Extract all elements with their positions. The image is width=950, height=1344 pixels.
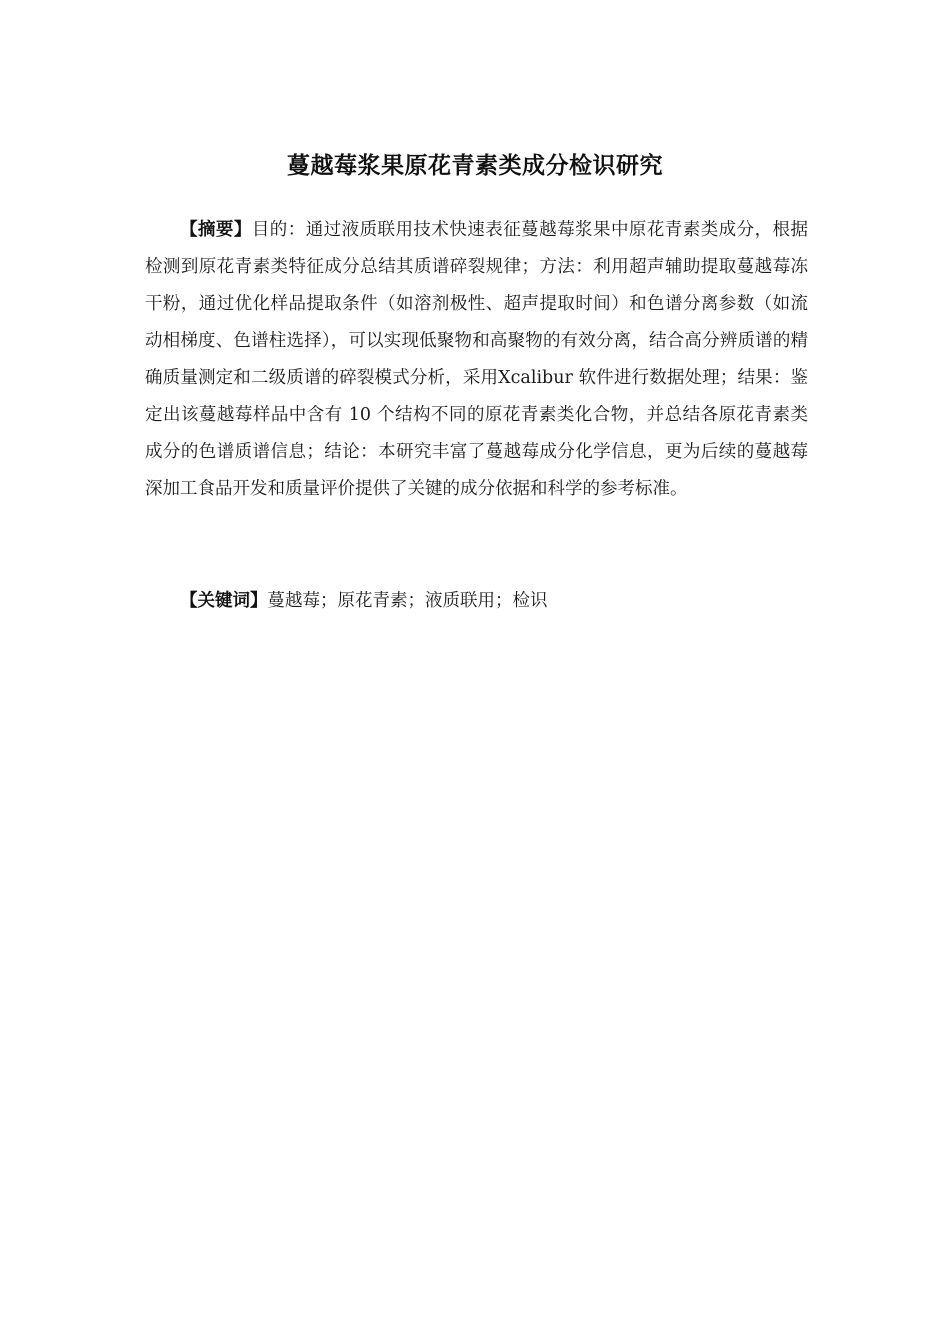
keywords-paragraph bbox=[145, 583, 808, 620]
keywords-label: 【关键词】 bbox=[180, 591, 268, 611]
keywords-text: 蔓越莓；原花青素；液质联用；检识 bbox=[267, 591, 548, 611]
abstract-text: 目的：通过液质联用技术快速表征蔓越莓浆果中原花青素类成分，根据检测到原花青素类特征成分总结其质谱碎裂规律；方法：利用超声辅助提取蔓越莓冻干粉，通过优化样品提取条件（如溶剂极性、超声提取时间）和色谱分离参数（如流动相梯度、色谱柱选择），可以实现低聚物和高聚物的有效分离，结合高分辨质谱的精确质量测定和二级质谱的碎裂模式分析，采用Xcalibur 软件进行数据处理；结果：鉴定出该蔓越莓样品中含有 10 个结构不同的原花青素类化合物，并总结各原花青素类成分的色谱质谱信息；结论：本研究丰富了蔓越莓成分化学信息，更为后续的蔓越莓深加工食品开发和质量评价提供了关键的成分依据和科学的参考标准。 bbox=[145, 220, 809, 499]
paper-title: 蔓越莓浆果原花青素类成分检识研究 bbox=[287, 153, 663, 179]
abstract-label: 【摘要】 bbox=[180, 220, 252, 240]
abstract-paragraph bbox=[145, 212, 808, 508]
